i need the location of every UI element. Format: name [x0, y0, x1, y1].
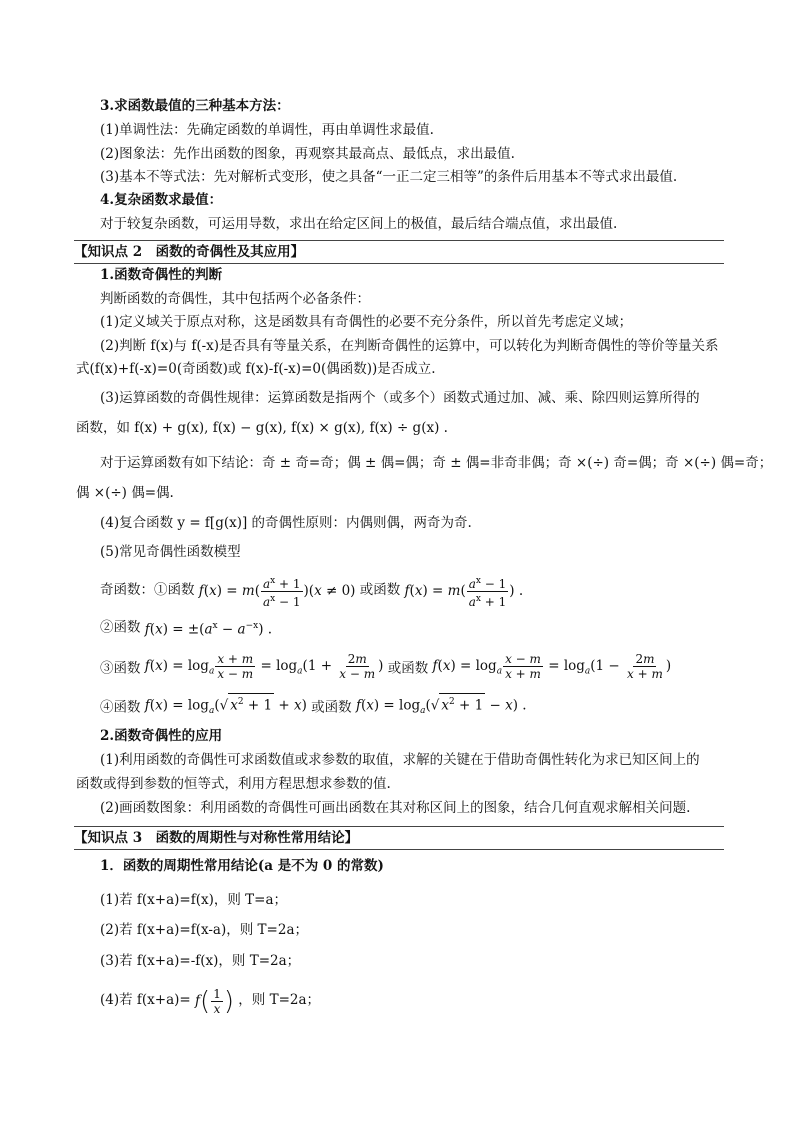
kp2-condition-3a: (3)运算函数的奇偶性规律：运算函数是指两个（或多个）函数式通过加、减、乘、除四则运算所得的: [100, 390, 700, 406]
kp2-condition-4: (4)复合函数 y = f[g(x)] 的奇偶性原则：内偶则偶，两奇为奇.: [100, 515, 472, 531]
knowledge-point-3-tag: 【知识点 3 函数的周期性与对称性常用结论】: [74, 826, 724, 850]
section-4-title: 4.复杂函数求最值：: [100, 192, 223, 208]
model-1-formula-b: f(x) = m( $\frac{a^x - 1}{a^x + 1}$ ) .: [404, 575, 524, 609]
model-2: ②函数 $f(x) = \pm(a^x - a^{-x})$ .: [100, 616, 272, 640]
model-4-formula-b: $f(x) = \log_a(√$ $x^2 + 1 - x$) .: [356, 693, 527, 723]
model-4-formula-a: $f(x) = \log_a(√$ $x^2 + 1 + x$): [145, 693, 307, 723]
kp2-condition-3d: 偶 ×(÷) 偶=偶.: [76, 485, 174, 501]
method-2: (2)图象法：先作出函数的图象，再观察其最高点、最低点，求出最值.: [100, 146, 515, 162]
kp2-condition-2a: (2)判断 f(x)与 f(-x)是否具有等量关系，在判断奇偶性的运算中，可以转化为判断奇偶性的等价等量关系: [100, 338, 719, 354]
kp2-condition-5: (5)常见奇偶性函数模型: [100, 544, 241, 560]
model-4: ④函数 $f(x) = \log_a(√$ $x^2 + 1 + x$) 或函数 $f(x) = \log_a(√$ $x^2 + 1 - x$) .: [100, 693, 527, 723]
method-3: (3)基本不等式法：先对解析式变形，使之具备“一正二定三相等”的条件后用基本不等式求出最值.: [100, 169, 678, 185]
kp2-application-1b: 函数或得到参数的恒等式，利用方程思想求参数的值.: [76, 776, 391, 792]
kp2-condition-3b: 函数，如 f(x) + g(x), f(x) − g(x), f(x) × g(x), f(x) ÷ g(x) .: [76, 420, 448, 436]
method-1: (1)单调性法：先确定函数的单调性，再由单调性求最值.: [100, 122, 434, 138]
kp3-subtitle-1: 1．函数的周期性常用结论(a 是不为 0 的常数): [100, 858, 384, 874]
kp2-intro: 判断函数的奇偶性，其中包括两个必备条件：: [100, 291, 370, 307]
model-3-formula-a: $f(x) = \log_a$ $\frac{x + m}{x - m}$ = $\log_a(1$ + $\frac{2m}{x - m}$ ): [144, 652, 384, 681]
section-4-text: 对于较复杂函数，可运用导数，求出在给定区间上的极值，最后结合端点值，求出最值.: [100, 216, 618, 232]
kp2-condition-2b: 式(f(x)+f(-x)=0(奇函数)或 f(x)-f(-x)=0(偶函数))是否成立.: [76, 361, 436, 377]
kp2-application-1a: (1)利用函数的奇偶性可求函数值或求参数的取值，求解的关键在于借助奇偶性转化为求已知区间上的: [100, 752, 700, 768]
kp3-rule-4-formula: f( $\frac{1}{x}$ ): [195, 986, 234, 1016]
kp2-condition-1: (1)定义域关于原点对称，这是函数具有奇偶性的必要不充分条件，所以首先考虑定义域；: [100, 314, 633, 330]
section-3-title: 3.求函数最值的三种基本方法：: [100, 98, 290, 114]
model-3: ③函数 $f(x) = \log_a$ $\frac{x + m}{x - m}$ = $\log_a(1$ + $\frac{2m}{x - m}$ ) 或函数 $f(x) = \log_a$ $\frac{x - m}{x + m}$ = $\log_a(1$ − $\frac{2m}{x + m}$ ): [100, 648, 671, 690]
kp2-subtitle-1: 1.函数奇偶性的判断: [100, 267, 223, 283]
model-1-formula-a: f(x) = m( $\frac{a^x + 1}{a^x - 1}$ )(x ≠ 0): [198, 575, 356, 609]
model-1: 奇函数：①函数 f(x) = m( $\frac{a^x + 1}{a^x - 1}$ )(x ≠ 0) 或函数 f(x) = m( $\frac{a^x - 1}{a^x + 1}$ ) .: [100, 572, 523, 609]
kp3-rule-1: (1)若 f(x+a)=f(x)，则 T=a；: [100, 892, 288, 908]
kp2-subtitle-2: 2.函数奇偶性的应用: [100, 728, 223, 744]
kp2-condition-3c: 对于运算函数有如下结论：奇 ± 奇=奇；偶 ± 偶=偶；奇 ± 偶=非奇非偶；奇 ×(÷) 奇=偶；奇 ×(÷) 偶=奇；: [100, 455, 773, 471]
model-2-formula: $f(x) = \pm(a^x - a^{-x})$ .: [144, 621, 273, 638]
kp3-rule-3: (3)若 f(x+a)=-f(x)，则 T=2a；: [100, 953, 301, 969]
kp3-rule-2: (2)若 f(x+a)=f(x-a)，则 T=2a；: [100, 922, 308, 938]
knowledge-point-2-tag: 【知识点 2 函数的奇偶性及其应用】: [74, 240, 724, 264]
kp2-application-2: (2)画函数图象：利用函数的奇偶性可画出函数在其对称区间上的图象，结合几何直观求解相关问题.: [100, 800, 691, 816]
kp3-rule-4: (4)若 f(x+a)= f( $\frac{1}{x}$ ) ，则 T=2a；: [100, 982, 320, 1019]
model-3-formula-b: $f(x) = \log_a$ $\frac{x - m}{x + m}$ = $\log_a(1$ − $\frac{2m}{x + m}$ ): [432, 652, 672, 681]
